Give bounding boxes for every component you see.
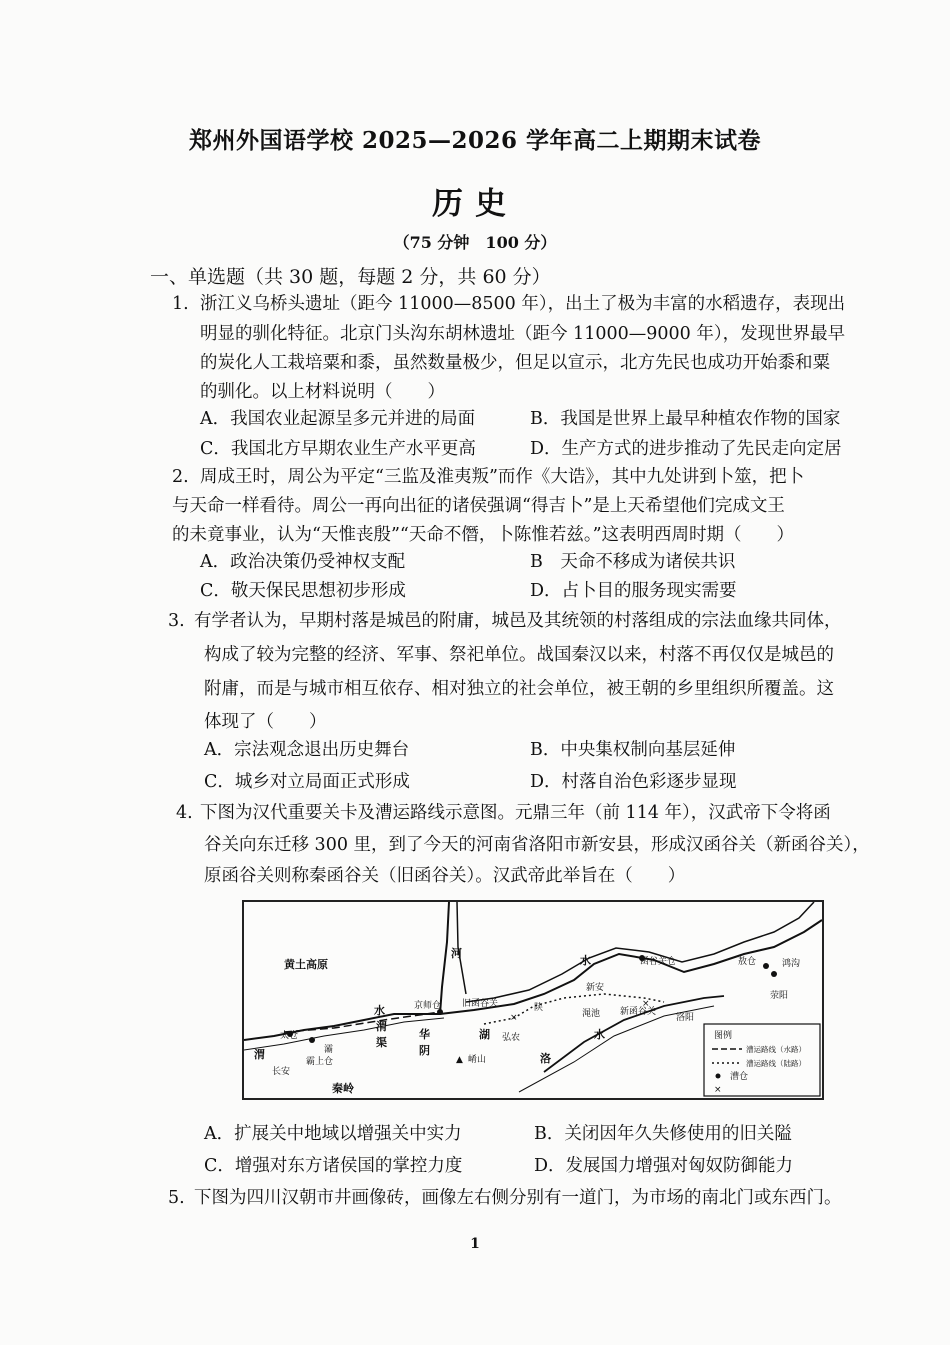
option-b[interactable]: B．我国是世界上最早种植农作物的国家 — [530, 409, 841, 429]
label-shui-3: 水 — [594, 1028, 605, 1041]
map-legend — [704, 1024, 820, 1096]
label-honggou: 鸿沟 — [782, 959, 801, 969]
option-d[interactable]: D．发展国力增强对匈奴防御能力 — [534, 1156, 794, 1176]
label-hu: 湖 — [479, 1028, 490, 1041]
question-number: 2. — [172, 467, 189, 487]
question-line: 谷关向东迁移 300 里，到了今天的河南省洛阳市新安县，形成汉函谷关（新函谷关）， — [204, 835, 870, 855]
legend-water-route: 漕运路线（水路） — [746, 1045, 806, 1054]
option-a[interactable]: A．我国农业起源呈多元并进的局面 — [200, 409, 476, 429]
label-changan: 长安 — [272, 1067, 291, 1077]
subject-title: 历史 — [432, 186, 518, 222]
question-line: 体现了（ ） — [204, 712, 327, 732]
label-old-hangu-pass: 旧函谷关 — [462, 999, 499, 1009]
map-drawing — [244, 902, 822, 1098]
question-line: 下图为汉代重要关卡及漕运路线示意图。元鼎三年（前 114 年），汉武帝下令将函 — [200, 803, 831, 823]
han-dynasty-route-map — [242, 900, 824, 1100]
label-yin: 阴 — [419, 1044, 430, 1057]
option-d[interactable]: D．村落自治色彩逐步显现 — [530, 772, 737, 792]
label-hua: 华 — [419, 1028, 430, 1041]
label-shan: 陕 — [534, 1003, 544, 1013]
label-wei: 渭 — [254, 1048, 265, 1061]
section-heading: 一、单选题（共 30 题，每题 2 分，共 60 分） — [150, 266, 551, 288]
legend-pass: × — [714, 1085, 722, 1095]
label-bashang-granary: 霸上仓 — [306, 1057, 334, 1067]
question-line: 附庸，而是与城市相互依存、相对独立的社会单位，被王朝的乡里组织所覆盖。这 — [204, 679, 834, 699]
question-line: 有学者认为，早期村落是城邑的附庸，城邑及其统领的村落组成的宗法血缘共同体， — [194, 611, 842, 631]
label-aocang: 敖仓 — [738, 957, 757, 967]
question-number: 4. — [176, 803, 193, 823]
label-taicang: 太仓 — [280, 1031, 299, 1041]
label-hongnong: 弘农 — [502, 1033, 521, 1043]
option-b[interactable]: B．中央集权制向基层延伸 — [530, 740, 736, 760]
label-jingshi-granary: 京师仓 — [414, 1001, 442, 1011]
label-qinling: 秦岭 — [332, 1082, 354, 1095]
question-number: 3. — [168, 611, 185, 631]
question-line: 原函谷关则称秦函谷关（旧函谷关）。汉武帝此举旨在（ ） — [204, 866, 686, 886]
label-he: 河 — [451, 947, 462, 960]
label-new-hangu-pass: 新函谷关 — [620, 1007, 657, 1017]
option-d[interactable]: D．生产方式的进步推动了先民走向定居 — [530, 439, 842, 459]
label-xiaoshan: 崤山 — [468, 1055, 487, 1065]
legend-title: 图例 — [714, 1031, 733, 1041]
label-shui-2: 水 — [374, 1004, 385, 1017]
label-qu: 渠 — [376, 1036, 387, 1049]
question-line: 浙江义乌桥头遗址（距今 11000—8500 年），出土了极为丰富的水稻遗存，表现出 — [200, 294, 846, 314]
question-line: 下图为四川汉朝市井画像砖，画像左右侧分别有一道门，为市场的南北门或东西门。 — [194, 1188, 842, 1208]
question-line: 明显的驯化特征。北京门头沟东胡林遗址（距今 11000—9000 年），发现世界最早 — [200, 324, 846, 344]
option-b[interactable]: B 天命不移成为诸侯共识 — [530, 552, 736, 572]
option-c[interactable]: C．增强对东方诸侯国的掌控力度 — [204, 1156, 463, 1176]
svg-text:×: × — [510, 1013, 518, 1023]
question-line: 构成了较为完整的经济、军事、祭祀单位。战国秦汉以来，村落不再仅仅是城邑的 — [204, 645, 834, 665]
label-wei-canal: 渭 — [376, 1020, 387, 1033]
label-loess-plateau: 黄土高原 — [284, 958, 328, 971]
option-c[interactable]: C．城乡对立局面正式形成 — [204, 772, 410, 792]
option-a[interactable]: A．政治决策仍受神权支配 — [200, 552, 406, 572]
label-hangu-granary: 函谷关仓 — [640, 957, 677, 967]
option-c[interactable]: C．敬天保民思想初步形成 — [200, 581, 406, 601]
label-shui: 水 — [580, 954, 591, 967]
label-luo: 洛 — [540, 1052, 551, 1065]
time-score-info: （75 分钟 100 分） — [393, 233, 557, 252]
label-mianchi: 渑池 — [582, 1009, 601, 1019]
option-c[interactable]: C．我国北方早期农业生产水平更高 — [200, 439, 476, 459]
svg-text:▲: ▲ — [456, 1055, 463, 1065]
legend-granary: 漕仓 — [730, 1072, 749, 1082]
legend-land-route: 漕运路线（陆路） — [746, 1059, 806, 1068]
question-line: 与天命一样看待。周公一再向出征的诸侯强调“得吉卜”是上天希望他们完成文王 — [172, 496, 785, 516]
option-a[interactable]: A．宗法观念退出历史舞台 — [204, 740, 410, 760]
question-line: 周成王时，周公为平定“三监及淮夷叛”而作《大诰》，其中九处讲到卜筮，把卜 — [200, 467, 805, 487]
page-number: 1 — [470, 1236, 480, 1252]
option-a[interactable]: A．扩展关中地域以增强关中实力 — [204, 1124, 462, 1144]
svg-text:×: × — [642, 999, 650, 1009]
exam-title: 郑州外国语学校 2025—2026 学年高二上期期末试卷 — [188, 127, 762, 154]
option-b[interactable]: B．关闭因年久失修使用的旧关隘 — [534, 1124, 792, 1144]
option-d[interactable]: D．占卜目的服务现实需要 — [530, 581, 737, 601]
question-number: 1. — [172, 294, 189, 314]
label-xingyang: 荥阳 — [770, 991, 789, 1001]
question-line: 的驯化。以上材料说明（ ） — [200, 382, 445, 402]
question-line: 的未竟事业，认为“天惟丧殷”“天命不僭，卜陈惟若兹。”这表明西周时期（ ） — [172, 525, 795, 545]
question-line: 的炭化人工栽培粟和黍，虽然数量极少，但足以宣示，北方先民也成功开始黍和粟 — [200, 353, 830, 373]
label-luoyang: 洛阳 — [676, 1013, 695, 1023]
label-xinan: 新安 — [586, 983, 605, 993]
label-ba: 灞 — [324, 1045, 334, 1055]
question-number: 5. — [168, 1188, 185, 1208]
